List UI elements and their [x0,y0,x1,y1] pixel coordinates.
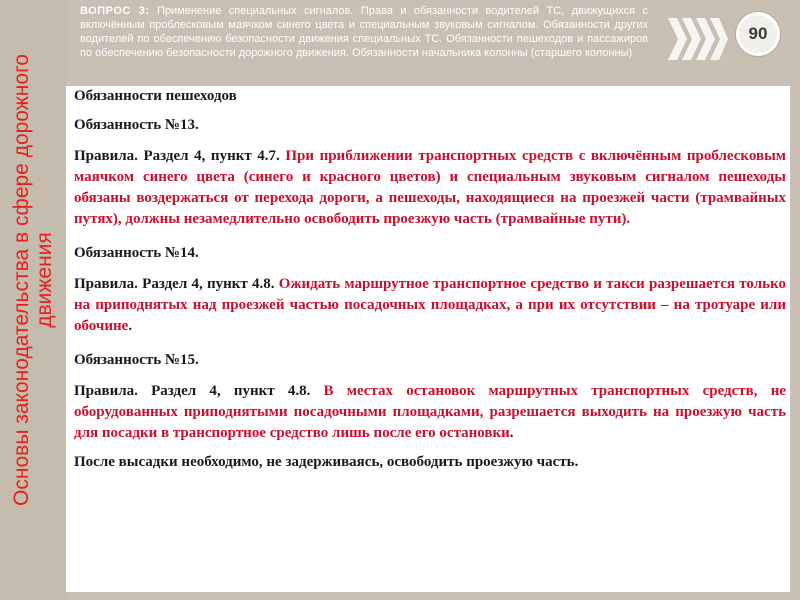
rule-text-13: При приближении транспортных средств с включённым проблесковым маячком синего цвета (синего и красного цветов) и специальным звуковым сигналом пешеходы обязаны воздержаться от перехода дороги, а пешеходы, находящиеся на проезжей части (трамвайных путях), должны незамедлительно освободить проезжую часть (трамвайные пути). [74,148,786,227]
chevrons-right-icon [668,18,728,60]
sidebar [0,0,68,600]
rule-ref-14: Правила. Раздел 4, пункт 4.8. [74,276,275,292]
footer-text-line1: Общие положения ПДД. Обязанности водителей, [184,542,623,563]
content-text [74,86,786,473]
rule-ref-15: Правила. Раздел 4, пункт 4.8. [74,383,311,399]
question-text: Применение специальных сигналов. Права и обязанности водителей ТС, движущихся с включённым проблесковым маячком синего цвета и специальным звуковым сигналом. Обязанности других водителей по обеспечению безопасности движения специальных ТС. Обязанности пешеходов и пассажиров по обеспечению безопасности дорожного движения. Обязанности начальника колонны (старшего колонны) [80,5,648,59]
footer-text-line2: пешеходов и пассажиров [182,559,406,580]
rule-ref-13: Правила. Раздел 4, пункт 4.7. [74,148,280,164]
page-number-badge: 90 [736,12,780,56]
content-panel [66,86,790,592]
question-label: ВОПРОС 3: [80,5,150,17]
spacer [74,230,786,243]
duty-title-14: Обязанность №14. [74,245,199,261]
section-title: Обязанности пешеходов [74,88,237,104]
footer-label: ЗАНЯТИЕ: [82,542,180,563]
duty-paragraph-15 [74,381,786,444]
spacer [74,337,786,350]
rule-end-14: . [128,318,133,334]
rule-text-15: В местах остановок маршрутных транспортных средств, не оборудованных приподнятыми посадочными площадками, разрешается выходить на проезжую часть для посадки в транспортное средство лишь после его остановки [74,383,787,441]
rule-text-14: Ожидать маршрутное транспортное средство и такси разрешается только на приподнятых над проезжей частью посадочных площадках, а при их отсутствии – на тротуаре или обочине [74,276,787,334]
rule-end-15: . [509,425,514,441]
duty-paragraph-14 [74,274,786,337]
sidebar-title: Основы законодательства в сфере дорожного движения [10,54,56,506]
closing-text: После высадки необходимо, не задерживаясь, освободить проезжую часть. [74,454,579,470]
duty-title-15: Обязанность №15. [74,352,199,368]
duty-paragraph-13 [74,146,786,230]
lesson-footer [82,544,782,578]
duty-title-13: Обязанность №13. [74,117,199,133]
